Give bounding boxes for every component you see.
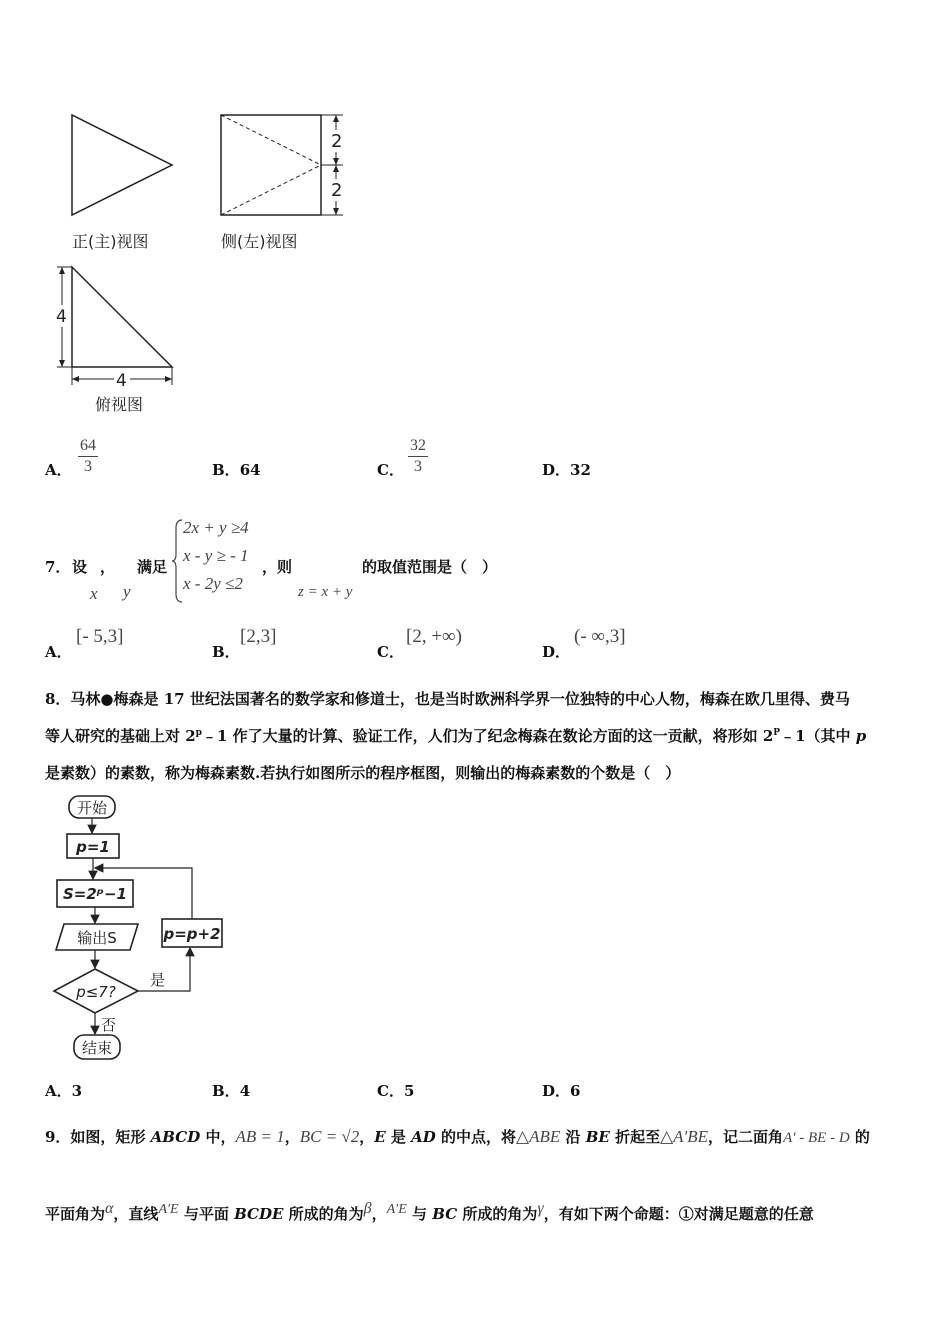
q7-text-satisfy: 满足 [137,558,168,576]
dim-upper-label: 2 [331,131,343,152]
flow-output-label: 输出S [77,929,117,947]
q6-option-c-fraction: $\frac{32}{3}$ [410,437,426,475]
q7-option-b-label[interactable]: B． [212,643,240,661]
flow-update-label: p=p+2 [163,925,221,943]
q7-text-range: 的取值范围是（ ） [362,558,498,576]
q7-inequality-3: x - 2y ≤2 [183,574,243,593]
q7-option-c-value: [2, +∞) [406,626,462,647]
q7-target-expression: z = x + y [298,584,353,600]
q9-line-1: 9．如图，矩形 ABCD 中，AB = 1，BC = √2，E 是 AD 的中点，将△ABE 沿 BE 折起至△A′BE，记二面角A′ - BE - D 的 [45,1127,870,1146]
flow-init-label: p=1 [76,838,110,856]
top-view-triangle [72,267,172,367]
q6-option-d[interactable]: D．32 [542,461,591,479]
q8-line-3: 是素数）的素数，称为梅森素数.若执行如图所示的程序框图，则输出的梅森素数的个数是（ ） [45,764,681,782]
flow-yes-label: 是 [150,971,166,989]
side-view-caption: 侧(左)视图 [221,232,298,251]
dim-height-label: 4 [56,307,67,327]
q7-text-then: ，则 [262,558,293,576]
dim-lower-label: 2 [331,180,343,201]
flow-end-label: 结束 [81,1039,113,1057]
q7-var-x: x [90,584,98,603]
q9-line-2: 平面角为$^\alpha$，直线$^{A'E}$ 与平面 BCDE 所成的角为$^\beta$，$^{A'E}$ 与 BC 所成的角为$^\gamma$，有如下两个命题：①对满足题意的任意 [45,1200,814,1223]
q7-comma: ， [100,558,116,576]
three-view-figure [55,105,365,425]
q7-option-a-label[interactable]: A． [45,643,72,661]
q7-inequality-2: x - y ≥ - 1 [183,546,249,565]
flow-decision-label: p≤7? [76,983,116,1001]
q6-option-c[interactable]: C． [377,461,404,479]
dim-width-label: 4 [116,371,127,391]
side-view-dashed-line-bottom [221,165,321,215]
flow-compute-label: S=2ᵖ−1 [63,885,127,903]
q7-option-c-label[interactable]: C． [377,643,404,661]
q6-option-a-fraction: $\frac{64}{3}$ [80,437,96,475]
q8-line-1: 8．马林●梅森是 17 世纪法国著名的数学家和修道士，也是当时欧洲科学界一位独特的中心人物，梅森在欧几里得、费马 [45,690,850,708]
q8-option-a[interactable]: A．3 [45,1082,83,1100]
q6-option-a[interactable]: A． [45,461,72,479]
q7-number: 7． [45,558,71,576]
q7-option-a-value: [- 5,3] [76,626,124,647]
q7-option-d-value: (- ∞,3] [574,626,626,647]
q8-option-b[interactable]: B．4 [212,1082,251,1100]
side-view-square [221,115,321,215]
side-view-dashed-line-top [221,115,321,165]
q7-option-b-value: [2,3] [240,626,277,647]
flow-no-label: 否 [101,1016,117,1034]
q8-option-d[interactable]: D．6 [542,1082,581,1100]
q7-inequality-system [183,518,249,602]
q8-flowchart [50,792,235,1064]
q6-option-b[interactable]: B．64 [212,461,261,479]
top-view-caption: 俯视图 [95,395,144,414]
q8-option-c[interactable]: C．5 [377,1082,415,1100]
front-view-caption: 正(主)视图 [72,232,149,251]
q7-var-y: y [123,582,131,601]
q7-inequality-1: 2x + y ≥4 [183,518,249,537]
q7-option-d-label[interactable]: D． [542,643,571,661]
front-view-triangle [72,115,172,215]
q8-line-2: 等人研究的基础上对 2$^p$﹣1 作了大量的计算、验证工作，人们为了纪念梅森在数论方面的这一贡献，将形如 $2^P﹣1$（其中 p [45,727,867,745]
q7-text-set: 设 [72,558,88,576]
flow-start-label: 开始 [76,799,108,817]
